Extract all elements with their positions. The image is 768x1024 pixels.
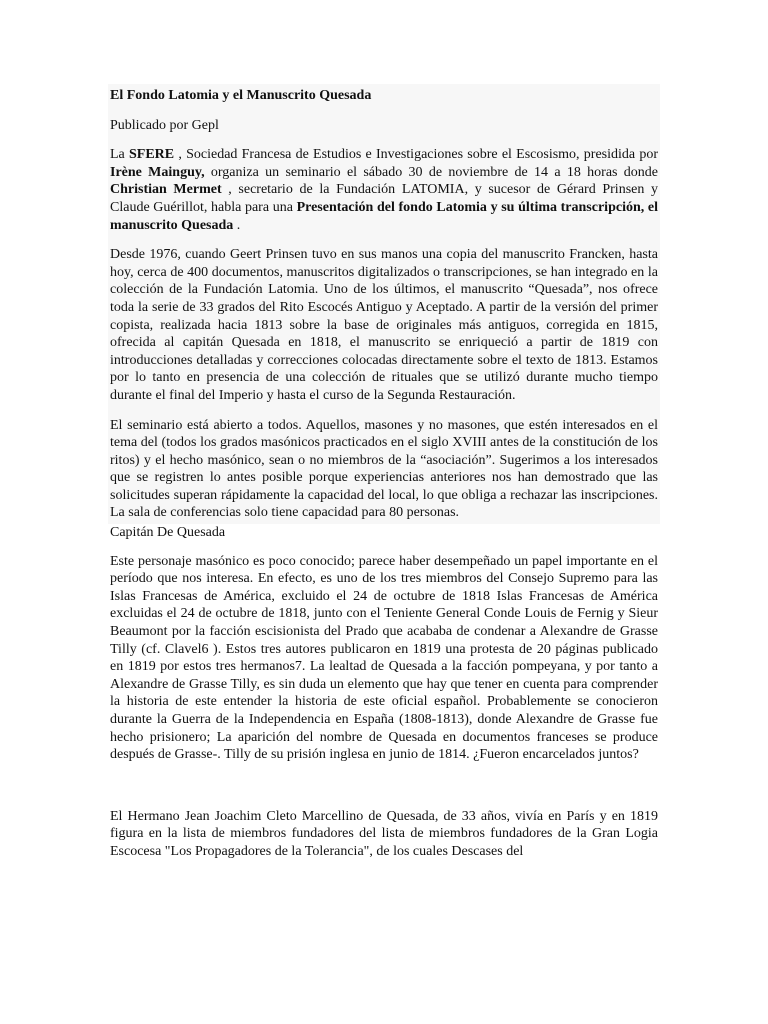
section-heading: Capitán De Quesada — [110, 525, 226, 541]
sfere-name: SFERE — [129, 147, 175, 163]
intro-text-1: La — [110, 147, 129, 163]
quesada-paragraph: Este personaje masónico es poco conocido; parece haber desempeñado un papel importante en el período que nos interesa. En efecto, es uno de los tres miembros del Consejo Supremo para las Islas Francesas de América, excluido el 24 de octubre de 1818 Islas Francesas de América excluidas el 24 de octubre de 1818, junto con el Teniente General Conde Louis de Fernig y Sieur Beaumont por la facción escisionista del Prado que acababa de condenar a Alexandre de Grasse Tilly (cf. Clavel6 ). Estos tres autores publicaron en 1819 una protesta de 20 páginas publicado en 1819 por estos tres hermanos7. La lealtad de Quesada a la facción pompeyana, y por tanto a Alexandre de Grasse Tilly, es sin duda un elemento que hay que tener en cuenta para comprender la historia de este entender la historia de este oficial español. Probablemente se conocieron durante la Guerra de la Independencia en España (1808-1813), donde Alexandre de Grasse fue hecho prisionero; La aparición del nombre de Quesada en documentos franceses se produce después de Grasse-. Tilly de su prisión inglesa en junio de 1814. ¿Fueron encarcelados juntos? — [110, 553, 658, 763]
speaker-name: Christian Mermet — [110, 182, 222, 198]
article-title: El Fondo Latomia y el Manuscrito Quesada — [110, 88, 372, 103]
intro-text-2: , Sociedad Francesa de Estudios e Investigaciones sobre el Escosismo, presidida por — [174, 147, 658, 163]
intro-text-5: . — [233, 217, 241, 233]
brother-paragraph: El Hermano Jean Joachim Cleto Marcellino de Quesada, de 33 años, vivía en París y en 1819 figura en la lista de miembros fundadores del lista de miembros fundadores de la Gran Logia Escocesa "Los Propagadores de la Tolerancia", de los cuales Descases del — [110, 808, 658, 859]
document-page — [110, 84, 658, 873]
spacer — [110, 776, 658, 808]
article-excerpt — [108, 84, 660, 524]
seminar-paragraph: El seminario está abierto a todos. Aquellos, masones y no masones, que estén interesados en el tema del (todos los grados masónicos practicados en el siglo XVIII antes de la constitución de los ritos) y el hecho masónico, sean o no miembros de la “asociación”. Sugerimos a los interesados que se registren lo antes posible porque experiencias anteriores nos han demostrado que las solicitudes superan rápidamente la capacidad del local, lo que obliga a rechazar las inscripciones. La sala de conferencias solo tiene capacidad para 80 personas. — [110, 417, 658, 521]
intro-paragraph — [110, 146, 658, 234]
presentation-title: Presentación del fondo Latomia y su última transcripción, el manuscrito Quesada — [110, 199, 659, 233]
intro-text-3: organiza un seminario el sábado 30 de noviembre de 14 a 18 horas donde — [204, 164, 658, 180]
president-name: Irène Mainguy, — [110, 164, 205, 180]
history-paragraph: Desde 1976, cuando Geert Prinsen tuvo en sus manos una copia del manuscrito Francken, hasta hoy, cerca de 400 documentos, manuscritos digitalizados o transcripciones, se han integrado en la colección de la Fundación Latomia. Uno de los últimos, el manuscrito “Quesada”, nos ofrece toda la serie de 33 grados del Rito Escocés Antiguo y Aceptado. A partir de la versión del primer copista, realizada hacia 1813 sobre la base de originales más antiguos, corregida en 1815, ofrecida al capitán Quesada en 1818, el manuscrito se enriqueció a partir de 1819 con introducciones detalladas y correcciones colocadas directamente sobre el texto de 1813. Estamos por lo tanto en presencia de una colección de rituales que se utilizó durante mucho tiempo durante el final del Imperio y hasta el curso de la Segunda Restauración. — [110, 247, 658, 403]
intro-text-4: , secretario de la Fundación LATOMIA, y sucesor de Gérard Prinsen y Claude Guérillot, habla para una — [110, 182, 659, 215]
article-byline: Publicado por Gepl — [110, 117, 219, 133]
